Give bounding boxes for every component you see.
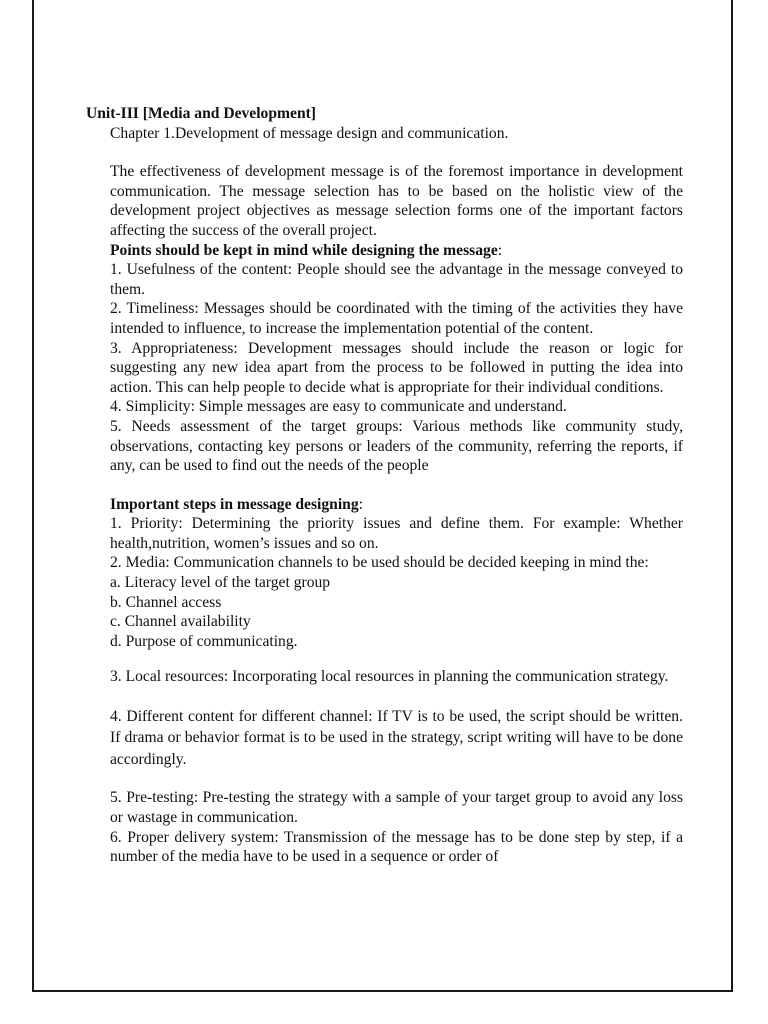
unit-title: Unit-III [Media and Development] <box>86 105 317 122</box>
point-item: 1. Usefulness of the content: People should see the advantage in the message conveyed to them. <box>110 261 683 298</box>
steps-heading <box>110 495 683 515</box>
media-sub-item: c. Channel availability <box>110 613 251 631</box>
step-pre-testing: 5. Pre-testing: Pre-testing the strategy with a sample of your target group to avoid any loss or wastage in communication. <box>110 789 683 827</box>
chapter-title: Chapter 1.Development of message design and communication. <box>110 124 509 142</box>
steps-heading-text: Important steps in message designing <box>110 495 359 513</box>
step-different-content: 4. Different content for different channel: If TV is to be used, the script should be written. If drama or behavior format is to be used in the strategy, script writing will have to be done accordingly. <box>110 707 683 768</box>
step-priority: 1. Priority: Determining the priority issues and define them. For example: Whether health,nutrition, women’s issues and so on. <box>110 515 683 552</box>
document-content <box>86 104 683 867</box>
media-sub-item: b. Channel access <box>110 593 222 611</box>
media-sub-item: a. Literacy level of the target group <box>110 574 331 592</box>
points-heading-text: Points should be kept in mind while designing the message <box>110 241 498 259</box>
media-sub-item: d. Purpose of communicating. <box>110 632 298 650</box>
point-item: 4. Simplicity: Simple messages are easy to communicate and understand. <box>110 398 567 416</box>
point-item: 2. Timeliness: Messages should be coordinated with the timing of the activities they have intended to influence, to increase the implementation potential of the content. <box>110 300 683 337</box>
points-heading-colon: : <box>497 241 503 259</box>
steps-heading-colon: : <box>358 495 363 513</box>
step-media: 2. Media: Communication channels to be used should be decided keeping in mind the: <box>110 554 649 572</box>
points-heading <box>110 241 683 261</box>
step-delivery: 6. Proper delivery system: Transmission of the message has to be done step by step, if a number of the media have to be used in a sequence or order of <box>110 828 683 866</box>
body-block <box>86 162 683 867</box>
intro-paragraph: The effectiveness of development message is of the foremost importance in development communication. The message selection has to be based on the holistic view of the development project objectives as message selection forms one of the important factors affecting the success of the overall project. <box>110 163 683 239</box>
point-item: 5. Needs assessment of the target groups: Various methods like community study, observations, contacting key persons or leaders of the community, referring the reports, if any, can be used to find out the needs of the people <box>110 417 683 475</box>
step-local-resources: 3. Local resources: Incorporating local resources in planning the communication strategy. <box>110 668 669 686</box>
point-item: 3. Appropriateness: Development messages should include the reason or logic for suggesting any new idea apart from the process to be followed in putting the idea into action. This can help people to decide what is appropriate for their individual conditions. <box>110 339 683 396</box>
